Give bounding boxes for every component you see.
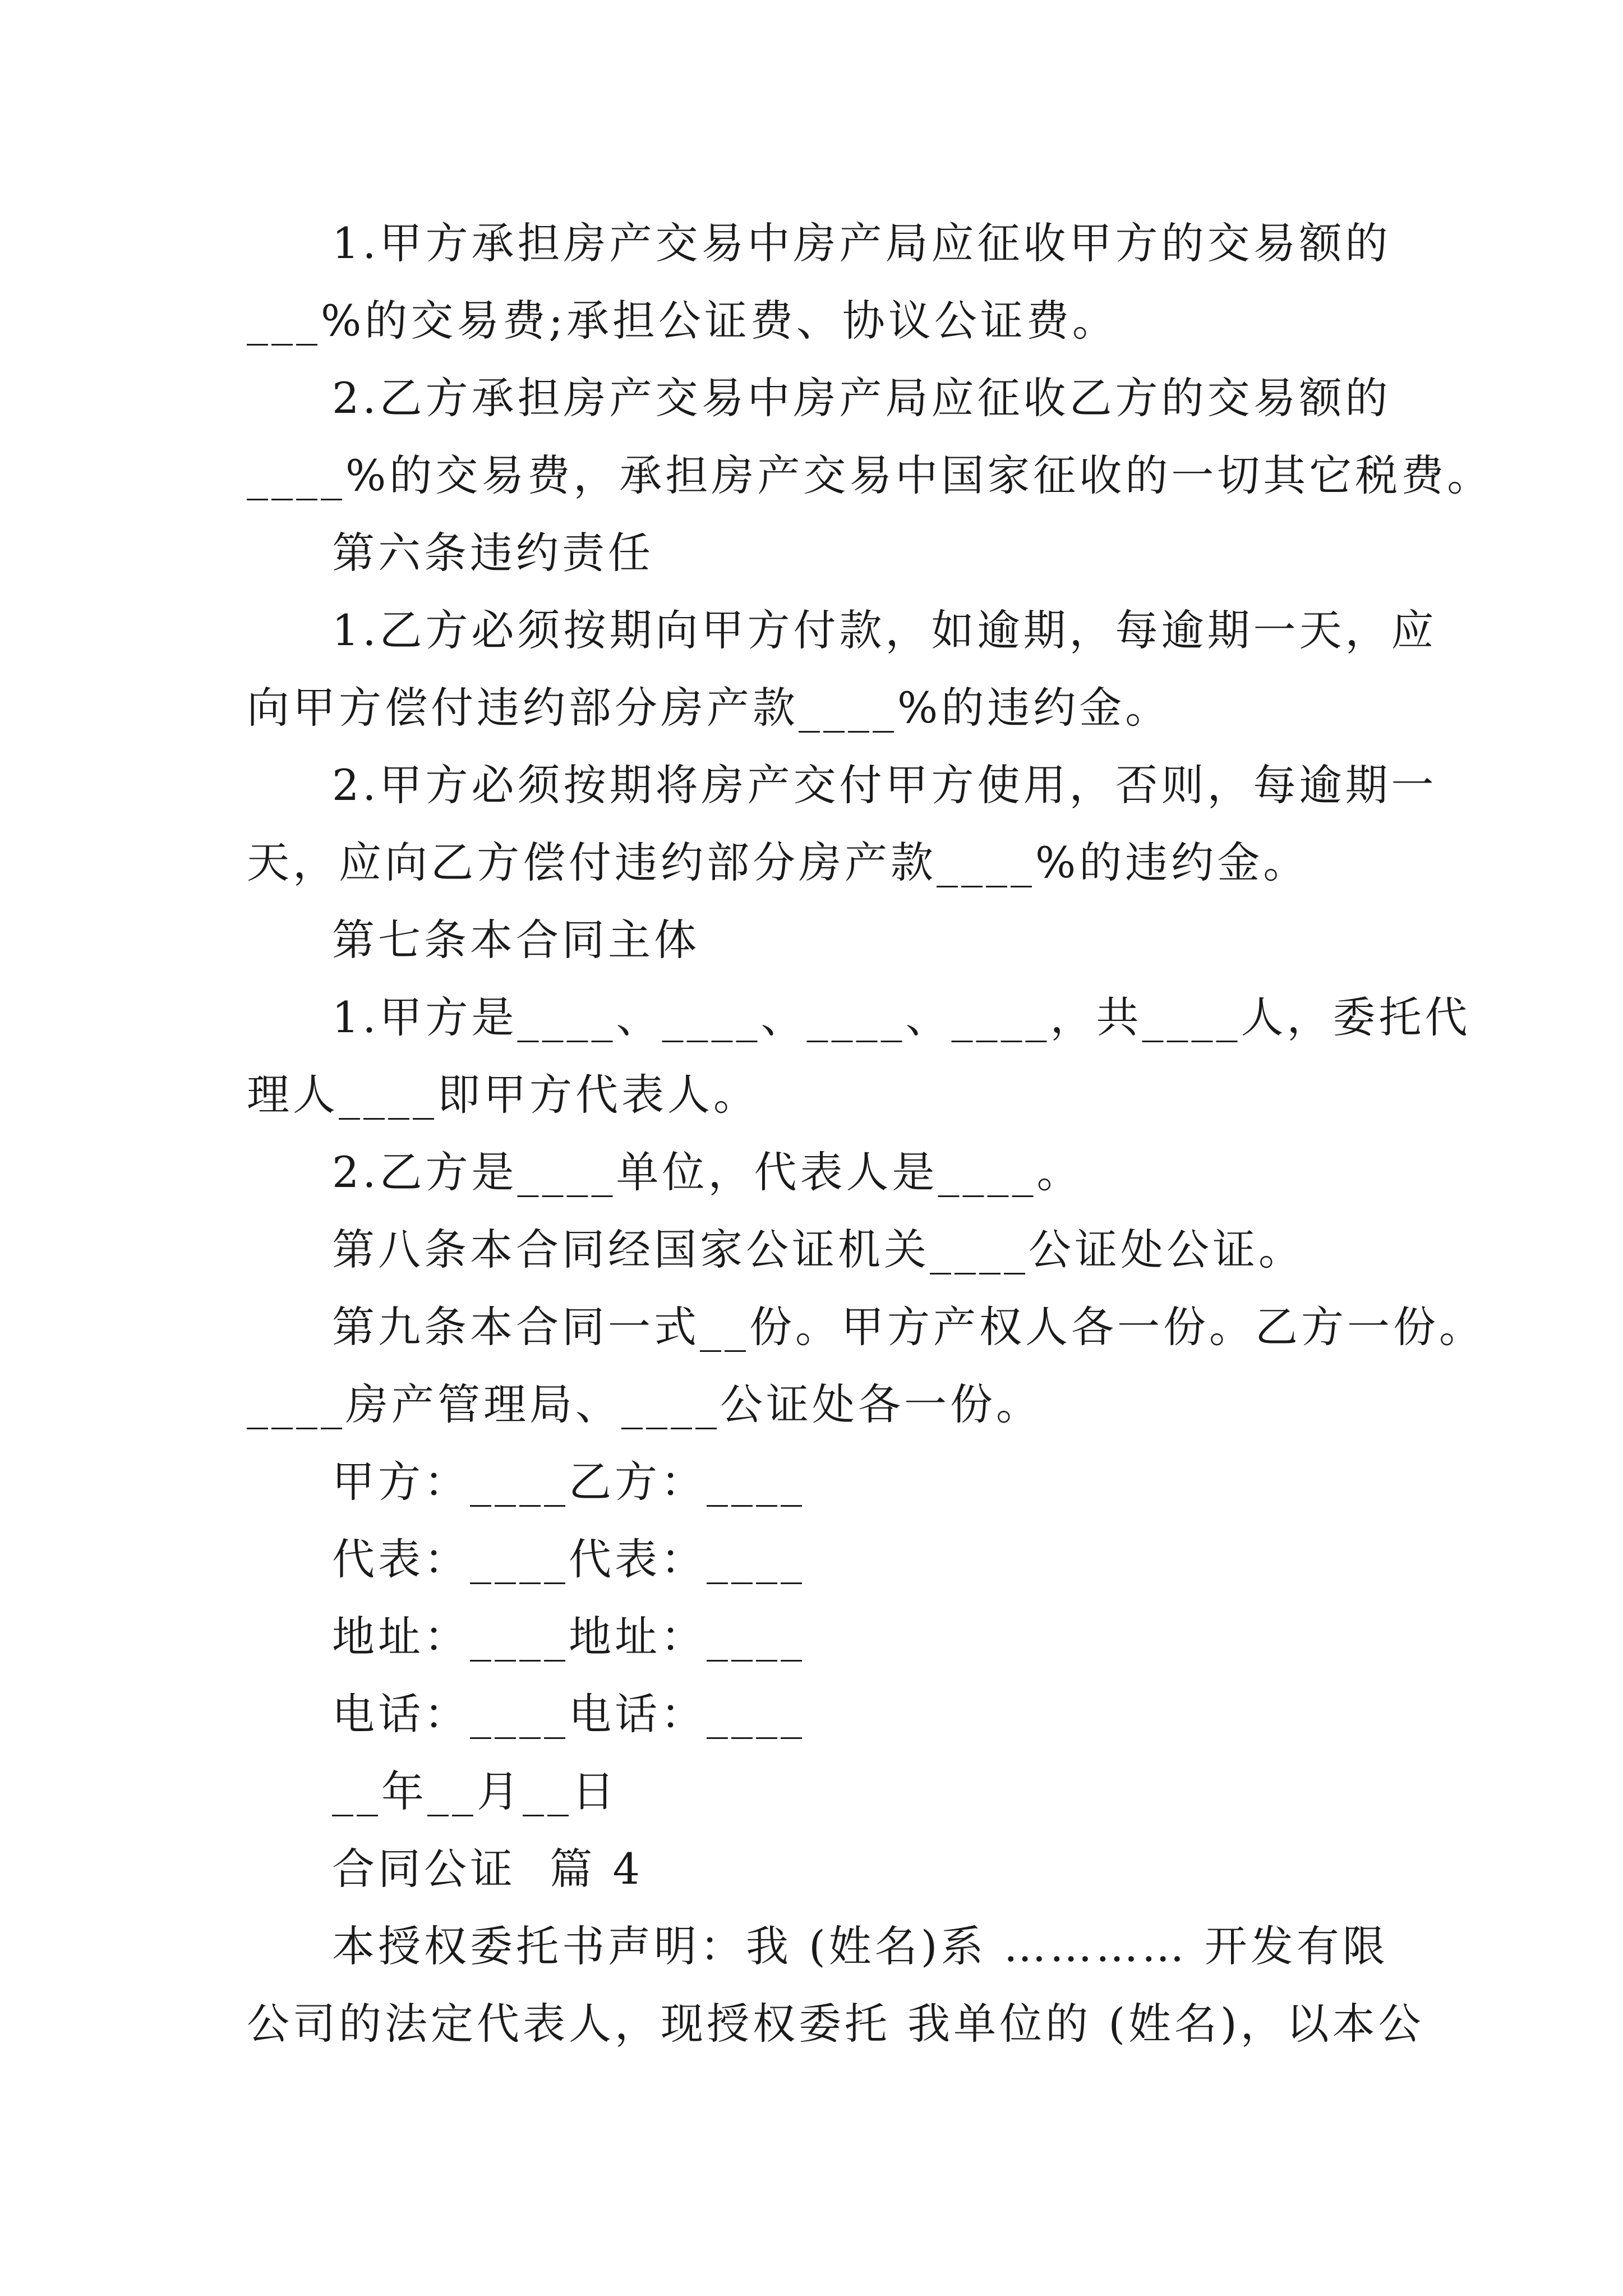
text-line: 1.乙方必须按期向甲方付款，如逾期，每逾期一天，应 [332,605,1437,655]
date-line: __年__月__日 [332,1766,618,1816]
text-line: ____%的交易费，承担房产交易中国家征收的一切其它税费。 [247,450,1493,500]
document-body [247,205,1493,2063]
text-line: 1.甲方承担房产交易中房产局应征收甲方的交易额的 [332,218,1391,268]
section-heading: 第七条本合同主体 [332,915,700,965]
text-line: 本授权委托书声明：我 (姓名)系 ………… 开发有限 [332,1921,1389,1971]
text-line: 2.乙方是____单位，代表人是____。 [332,1147,1083,1197]
text-line: ___%的交易费;承担公证费、协议公证费。 [247,296,1118,346]
text-line: 2.甲方必须按期将房产交付甲方使用，否则，每逾期一 [332,760,1437,810]
section-heading: 第六条违约责任 [332,528,654,578]
section-heading: 第九条本合同一式__份。甲方产权人各一份。乙方一份。 [332,1302,1485,1352]
text-line: ____房产管理局、____公证处各一份。 [247,1379,1042,1429]
text-line: 理人____即甲方代表人。 [247,1070,759,1120]
text-line: 公司的法定代表人，现授权委托 我单位的 (姓名)，以本公 [247,1999,1424,2049]
signature-line: 代表：____代表：____ [332,1534,805,1584]
signature-line: 甲方：____乙方：____ [332,1457,805,1507]
signature-line: 电话：____电话：____ [332,1689,805,1739]
text-line: 1.甲方是____、____、____、____，共____人，委托代 [332,992,1471,1042]
text-line: 向甲方偿付违约部分房产款____%的违约金。 [247,683,1172,733]
section-title: 合同公证 篇 4 [332,1844,643,1894]
text-line: 2.乙方承担房产交易中房产局应征收乙方的交易额的 [332,373,1391,423]
section-heading: 第八条本合同经国家公证机关____公证处公证。 [332,1225,1304,1274]
text-line: 天，应向乙方偿付违约部分房产款____%的违约金。 [247,838,1310,887]
signature-line: 地址：____地址：____ [332,1612,805,1662]
